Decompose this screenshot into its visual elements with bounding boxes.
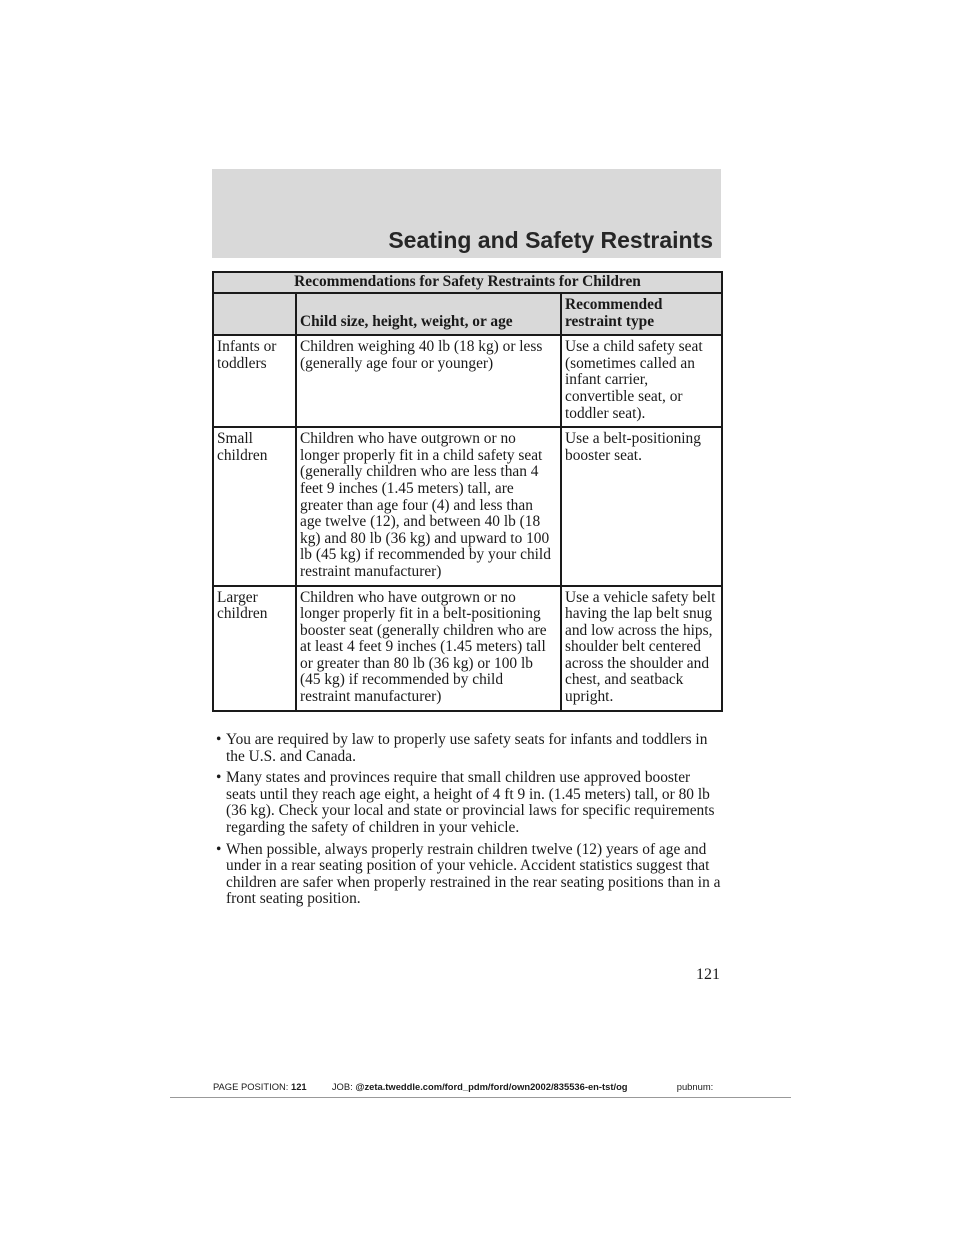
column-header-restraint: Recommended restraint type xyxy=(561,293,722,335)
footer-job-value: @zeta.tweddle.com/ford_pdm/ford/own2002/835536-en-tst/og xyxy=(355,1081,628,1092)
bullet-icon: • xyxy=(216,840,222,858)
footer-pubnum-label: pubnum: xyxy=(676,1081,714,1092)
row-category: Larger children xyxy=(213,586,296,711)
list-item xyxy=(216,842,721,908)
row-size: Children who have outgrown or no longer properly fit in a belt-positioning booster seat (generally children who are at least 4 feet 9 inches (1.45 meters) tall or greater than 80 lb (36 kg) or 100 lb (45 kg) if recommended by child restraint manufacturer) xyxy=(296,586,561,711)
page-number: 121 xyxy=(696,966,720,983)
list-item xyxy=(216,732,721,765)
footer-position-label: PAGE POSITION: xyxy=(213,1081,289,1092)
print-footer xyxy=(213,1081,713,1092)
safety-bullet-list xyxy=(216,732,721,913)
row-restraint: Use a child safety seat (sometimes called an infant carrier, convertible seat, or toddler seat). xyxy=(561,335,722,427)
bullet-icon: • xyxy=(216,731,222,748)
column-header-category xyxy=(213,293,296,335)
restraints-table xyxy=(212,271,723,712)
table-caption: Recommendations for Safety Restraints for Children xyxy=(213,272,722,293)
table-row xyxy=(213,427,722,585)
row-restraint: Use a belt-positioning booster seat. xyxy=(561,427,722,585)
row-category: Small children xyxy=(213,427,296,585)
footer-job-label: JOB: xyxy=(331,1081,353,1092)
column-header-size: Child size, height, weight, or age xyxy=(296,293,561,335)
footer-position-value: 121 xyxy=(290,1081,307,1092)
bullet-text: Many states and provinces require that small children use approved booster seats until they reach age eight, a height of 4 ft 9 in. (1.45 meters) tall, or 80 lb (36 kg). Check your local and state or provincial laws for specific requirements regarding the safety of children in your vehicle. xyxy=(226,769,715,836)
row-size: Children weighing 40 lb (18 kg) or less (generally age four or younger) xyxy=(296,335,561,427)
table-row xyxy=(213,335,722,427)
section-title: Seating and Safety Restraints xyxy=(388,227,713,253)
section-header-band xyxy=(212,169,721,258)
row-category: Infants or toddlers xyxy=(213,335,296,427)
bullet-text: When possible, always properly restrain children twelve (12) years of age and under in a rear seating position of your vehicle. Accident statistics suggest that children are safer when properly restrained in the rear seating positions than in a front seating position. xyxy=(226,840,721,908)
table-row xyxy=(213,586,722,711)
footer-divider xyxy=(170,1097,791,1098)
bullet-text: You are required by law to properly use safety seats for infants and toddlers in the U.S. and Canada. xyxy=(226,731,708,765)
list-item xyxy=(216,770,721,836)
row-restraint: Use a vehicle safety belt having the lap belt snug and low across the hips, shoulder belt centered across the shoulder and chest, and seatback upright. xyxy=(561,586,722,711)
row-size: Children who have outgrown or no longer properly fit in a child safety seat (generally children who are less than 4 feet 9 inches (1.45 meters) tall, are greater than age four (4) and less than age twelve (12), and between 40 lb (18 kg) and 80 lb (36 kg) and upward to 100 lb (45 kg) if recommended by your child restraint manufacturer) xyxy=(296,427,561,585)
bullet-icon: • xyxy=(216,769,222,787)
table-header-row xyxy=(213,293,722,335)
